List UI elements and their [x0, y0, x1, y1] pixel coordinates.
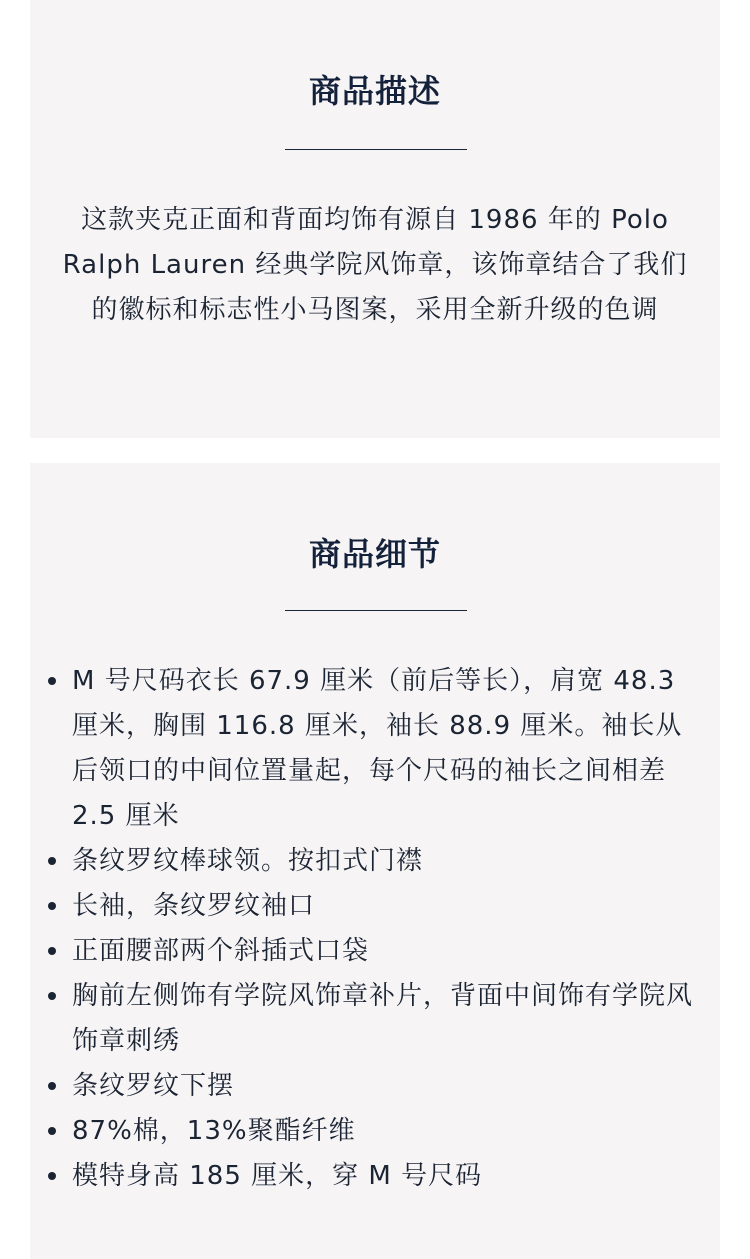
details-list-item — [72, 884, 698, 929]
details-item-text: 模特身高 185 厘米，穿 M 号尺码 — [72, 1161, 483, 1191]
bullet-icon — [48, 677, 56, 685]
details-list-item — [72, 659, 698, 839]
bullet-icon — [48, 992, 56, 1000]
bullet-icon — [48, 902, 56, 910]
bullet-icon — [48, 1172, 56, 1180]
description-divider — [285, 149, 467, 150]
details-item-text: M 号尺码衣长 67.9 厘米（前后等长），肩宽 48.3 厘米，胸围 116.8 厘米，袖长 88.9 厘米。袖长从后领口的中间位置量起，每个尺码的袖长之间相差 2.5 厘米 — [72, 666, 683, 831]
product-description-card — [30, 0, 720, 438]
description-text: 这款夹克正面和背面均饰有源自 1986 年的 Polo Ralph Lauren 经典学院风饰章，该饰章结合了我们的徽标和标志性小马图案，采用全新升级的色调 — [62, 205, 688, 325]
details-item-text: 87%棉，13%聚酯纤维 — [72, 1116, 356, 1146]
details-divider — [285, 610, 467, 611]
bullet-icon — [48, 947, 56, 955]
bullet-icon — [48, 1127, 56, 1135]
details-list-item — [72, 1154, 698, 1199]
details-list-item — [72, 974, 698, 1064]
details-item-text: 胸前左侧饰有学院风饰章补片，背面中间饰有学院风饰章刺绣 — [72, 981, 694, 1056]
details-item-text: 条纹罗纹棒球领。按扣式门襟 — [72, 846, 424, 876]
product-details-card — [30, 463, 720, 1259]
details-list-item — [72, 929, 698, 974]
details-item-text: 正面腰部两个斜插式口袋 — [72, 936, 370, 966]
bullet-icon — [48, 857, 56, 865]
details-list-item — [72, 1109, 698, 1154]
description-title: 商品描述 — [308, 72, 441, 110]
details-item-text: 条纹罗纹下摆 — [72, 1071, 235, 1101]
details-title: 商品细节 — [308, 535, 441, 573]
details-list — [72, 659, 698, 1199]
details-item-text: 长袖，条纹罗纹袖口 — [72, 891, 316, 921]
details-list-item — [72, 839, 698, 884]
bullet-icon — [48, 1082, 56, 1090]
details-list-item — [72, 1064, 698, 1109]
